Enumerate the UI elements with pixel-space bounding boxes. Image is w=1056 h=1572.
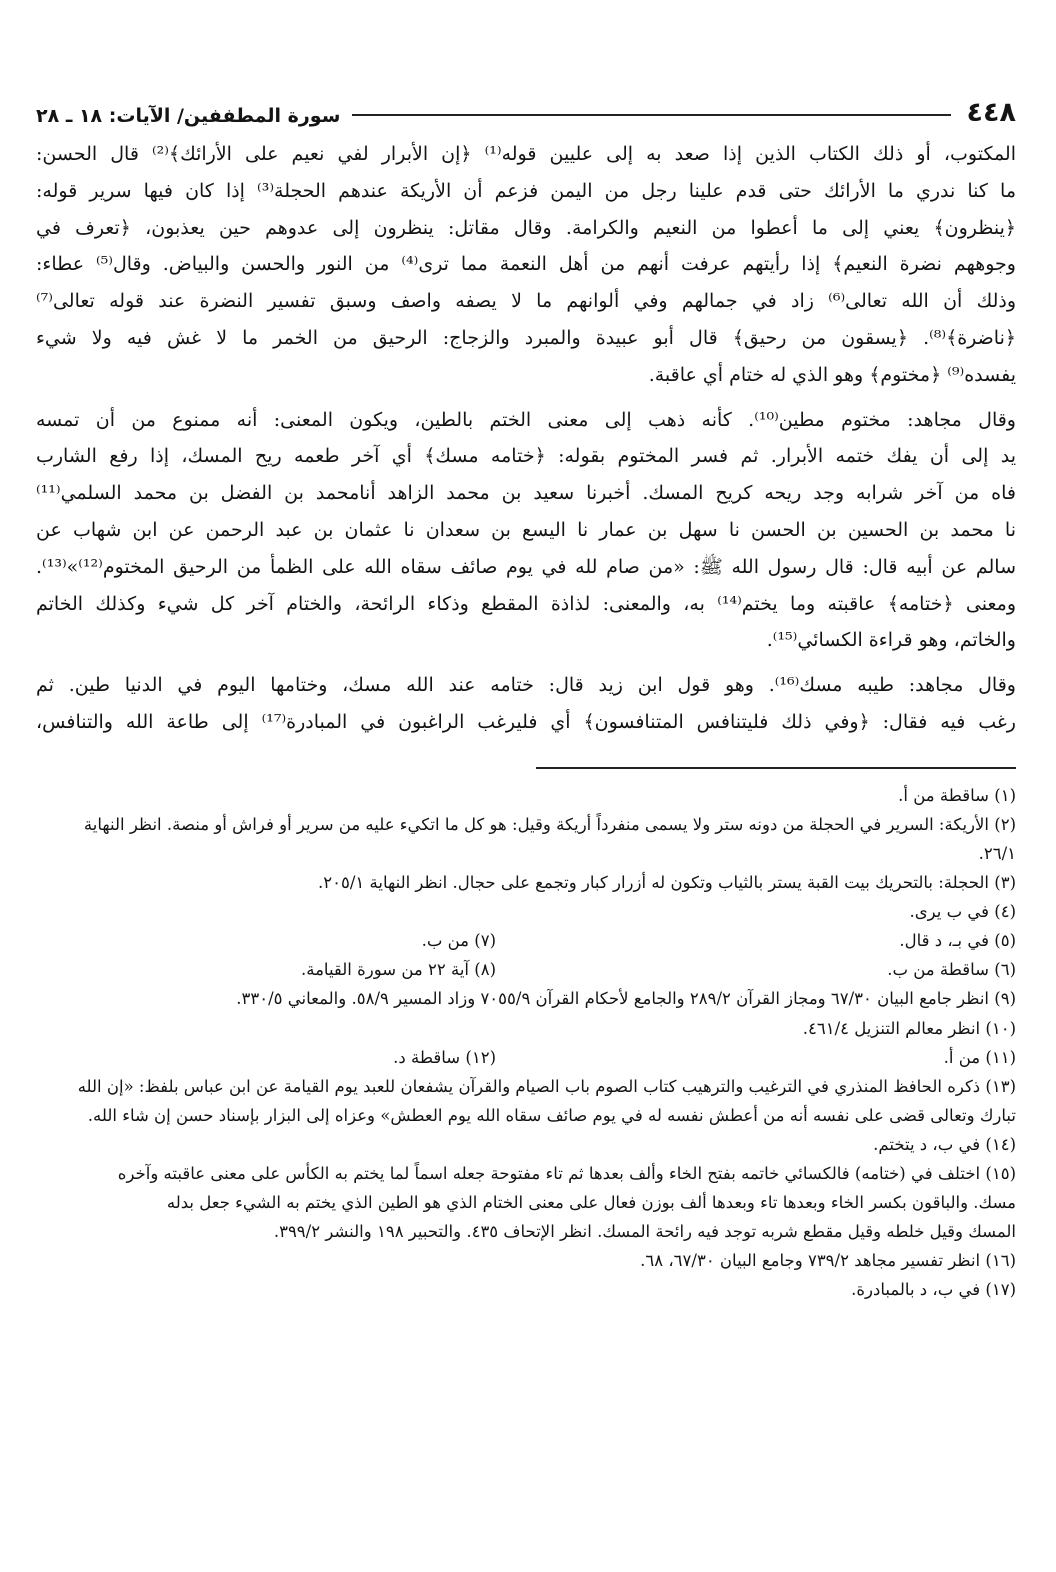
footnote-5: (٥) في بـ، د قال. [899,931,1016,951]
footnote-2: (٢) الأريكة: السرير في الحجلة من دونه ستر ولا يسمى منفرداً أريكة وقيل: هو كل ما اتكيء عليه من سرير أو فراش أو منصة. انظر النهاية [83,814,1016,834]
page-number: ٤٤٨ [966,97,1016,128]
footnote-15: (١٥) اختلف في (ختامه) فالكسائي خاتمه بفتح الخاء وألف بعدها ثم تاء مفتوحة جعله اسماً لما يختم به الكأس على معنى عاقبته وآخره [117,1163,1016,1183]
text-line: ﴿ناضرة﴾⁽⁸⁾. ﴿يسقون من رحيق﴾ قال أبو عبيدة والمبرد والزجاج: الرحيق من الخمر ما لا غش فيه ولا شيء [36,326,1016,349]
page-header [36,84,1016,126]
header-rule [352,114,950,116]
footnote-16: (١٦) انظر تفسير مجاهد ٧٣٩/٢ وجامع البيان ٦٧/٣٠، ٦٨. [640,1251,1016,1271]
footnote-4: (٤) في ب يرى. [909,902,1016,922]
text-line: نا محمد بن الحسين بن الحسن نا سهل بن عمار نا اليسع بن سعدان نا عثمان بن عبد الرحمن عن ابن شهاب عن [36,518,1016,541]
text-line: وقال مجاهد: طيبه مسك⁽¹⁶⁾. وهو قول ابن زيد قال: ختامه عند الله مسك، وختامها اليوم في الدنيا طين. ثم [36,674,1016,697]
text-line: ما كنا ندري ما الأرائك حتى قدم علينا رجل من اليمن فزعم أن الأريكة عندهم الحجلة⁽³⁾ إذا كان فيها سرير قوله: [36,179,1016,202]
text-line: ﴿ينظرون﴾ يعني إلى ما أعطوا من النعيم والكرامة. وقال مقاتل: ينظرون إلى عدوهم حين يعذبون، ﴿تعرف في [36,216,1016,239]
footnotes [36,781,1016,1305]
footnote-14: (١٤) في ب، د يتختم. [873,1134,1016,1154]
footnote-9: (٩) انظر جامع البيان ٦٧/٣٠ ومجاز القرآن ٢٨٩/٢ والجامع لأحكام القرآن ٧٠٥٥/٩ وزاد المسير ٥٨/٩. والمعاني ٣٣٠/٥. [236,989,1016,1009]
text-line: المكتوب، أو ذلك الكتاب الذين إذا صعد به إلى عليين قوله⁽¹⁾ ﴿إن الأبرار لفي نعيم على الأرائك﴾⁽²⁾ قال الحسن: [36,143,1016,165]
text-line: رغب فيه فقال: ﴿وفي ذلك فليتنافس المتنافسون﴾ أي فليرغب الراغبون في المبادرة⁽¹⁷⁾ إلى طاعة الله والتنافس، [36,710,1016,733]
footnote-separator [536,767,1016,769]
footnote-2-cont: ٢٦/١. [978,843,1016,863]
footnote-11: (١١) من أ. [943,1047,1016,1067]
footnote-15-cont: مسك. والباقون بكسر الخاء وبعدها تاء وبعدها ألف بوزن فعال على معنى الختام الذي هو الطين الذي يختم به الشيء جعل بدله [166,1193,1016,1213]
footnote-13: (١٣) ذكره الحافظ المنذري في الترغيب والترهيب كتاب الصوم باب الصيام والقرآن يشفعان للعبد يوم القيامة عن ابن عباس بلفظ: «إن الله [77,1076,1016,1096]
text-line: يفسده⁽⁹⁾ ﴿مختوم﴾ وهو الذي له ختام أي عاقبة. [648,363,1016,386]
text-line: فاه من آخر شرابه وجد ريحه كريح المسك. أخبرنا سعيد بن محمد الزاهد أنامحمد بن الفضل بن محمد السلمي⁽¹¹⁾ [36,482,1016,505]
footnote-8: (٨) آية ٢٢ من سورة القيامة. [301,960,496,980]
running-title: سورة المطففين/ الآيات: ١٨ ـ ٢٨ [36,105,341,127]
text-line: سالم عن أبيه قال: قال رسول الله ﷺ: «من صام لله في يوم صائف سقاه الله على الظمأ من الرحيق المختوم⁽¹²⁾»⁽¹³⁾. [36,555,1016,578]
text-line: وقال مجاهد: مختوم مطين⁽¹⁰⁾. كأنه ذهب إلى معنى الختم بالطين، ويكون المعنى: أنه ممنوع من أن تمسه [36,408,1016,431]
footnote-7: (٧) من ب. [421,931,496,951]
text-line: يد إلى أن يفك ختمه الأبرار. ثم فسر المختوم بقوله: ﴿ختامه مسك﴾ أي آخر طعمه ريح المسك، إذا رفع الشارب [36,445,1016,468]
footnote-17: (١٧) في ب، د بالمبادرة. [851,1280,1016,1300]
paragraph-2 [36,402,1016,660]
main-text [36,136,1016,741]
footnote-13-cont: تبارك وتعالى قضى على نفسه أنه من أعطش نفسه له في يوم صائف سقاه الله يوم العطش» وعزاه إلى البزار بإسناد حسن إن شاء الله. [87,1105,1016,1125]
paragraph-3 [36,667,1016,741]
text-line: وذلك أن الله تعالى⁽⁶⁾ زاد في جمالهم وفي ألوانهم ما لا يصفه واصف وسبق تفسير النضرة عند قوله تعالى⁽⁷⁾ [36,290,1017,313]
text-line: وجوههم نضرة النعيم﴾ إذا رأيتهم عرفت أنهم من أهل النعمة مما ترى⁽⁴⁾ من النور والحسن والبياض. وقال⁽⁵⁾ عطاء: [36,253,1016,276]
footnote-3: (٣) الحجلة: بالتحريك بيت القبة يستر بالثياب وتكون له أزرار كبار وتجمع على حجال. انظر النهاية ٢٠٥/١. [318,873,1016,893]
footnote-6: (٦) ساقطة من ب. [887,960,1016,980]
footnote-15-cont: المسك وقيل خلطه وقيل مقطع شربه توجد فيه رائحة المسك. انظر الإتحاف ٤٣٥. والتحبير ١٩٨ والنشر ٣٩٩/٢. [273,1222,1016,1242]
footnote-row-6-8 [36,955,1016,984]
footnote-1: (١) ساقطة من أ. [898,785,1016,805]
footnote-row-11-12 [36,1043,1016,1072]
footnote-10: (١٠) انظر معالم التنزيل ٤٦١/٤. [802,1018,1016,1038]
paragraph-1 [36,136,1016,394]
text-line: ومعنى ﴿ختامه﴾ عاقبته وما يختم⁽¹⁴⁾ به، والمعنى: لذاذة المقطع وذكاء الرائحة، والختام آخر كل شيء وكذلك الخاتم [36,592,1016,615]
footnote-12: (١٢) ساقطة د. [393,1047,496,1067]
footnote-row-5-7 [36,926,1016,955]
text-line: والخاتم، وهو قراءة الكسائي⁽¹⁵⁾. [766,629,1016,652]
